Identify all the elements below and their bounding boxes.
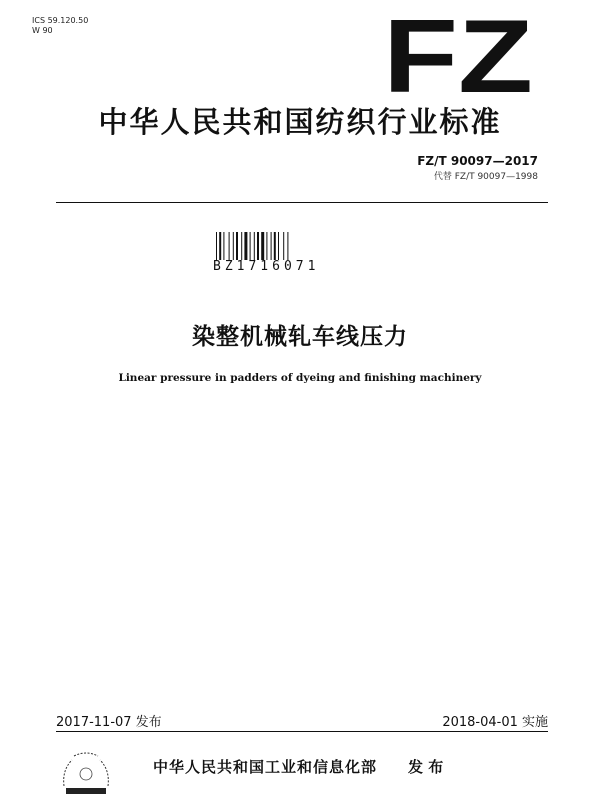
- barcode-bar: [274, 232, 276, 260]
- ccs-code: W 90: [32, 26, 53, 35]
- implementation-date: 2018-04-01 实施: [442, 715, 548, 730]
- barcode-bar: [278, 232, 279, 260]
- standard-number: FZ/T 90097—2017: [417, 154, 538, 168]
- document-title-en: Linear pressure in padders of dyeing and finishing machinery: [118, 372, 482, 384]
- seal-emblem-icon: [58, 746, 114, 796]
- barcode-bar: [219, 232, 221, 260]
- barcode-bar: [254, 232, 255, 260]
- barcode-bar: [261, 232, 264, 260]
- barcode-bar: [287, 232, 288, 260]
- publish-label: 发 布: [408, 758, 444, 776]
- fz-logo-text: FZ: [383, 14, 533, 96]
- barcode-bar: [250, 232, 251, 260]
- standard-title: 中华人民共和国纺织行业标准: [98, 105, 502, 139]
- replaces-standard: 代替 FZ/T 90097—1998: [433, 172, 538, 182]
- barcode-bar: [233, 232, 234, 260]
- issuing-authority: 中华人民共和国工业和信息化部: [153, 758, 378, 776]
- barcode-image: [215, 232, 320, 260]
- barcode-bar: [216, 232, 217, 260]
- barcode-bar: [271, 232, 272, 260]
- footer-divider: [56, 731, 548, 732]
- barcode-number: BZ1716071: [213, 259, 320, 274]
- fz-logo: [383, 14, 533, 96]
- barcode-bar: [236, 232, 238, 260]
- barcode-bar: [244, 232, 247, 260]
- classification-codes: [32, 16, 88, 36]
- barcode-bar: [283, 232, 284, 260]
- barcode-bar: [257, 232, 259, 260]
- ics-code: ICS 59.120.50: [32, 16, 89, 25]
- barcode-bar: [229, 232, 230, 260]
- issue-date: 2017-11-07 发布: [56, 715, 162, 730]
- barcode-bar: [266, 232, 267, 260]
- barcode-bar: [241, 232, 242, 260]
- barcode-bar: [223, 232, 224, 260]
- header-divider: [56, 202, 548, 203]
- document-title-cn: 染整机械轧车线压力: [192, 324, 408, 350]
